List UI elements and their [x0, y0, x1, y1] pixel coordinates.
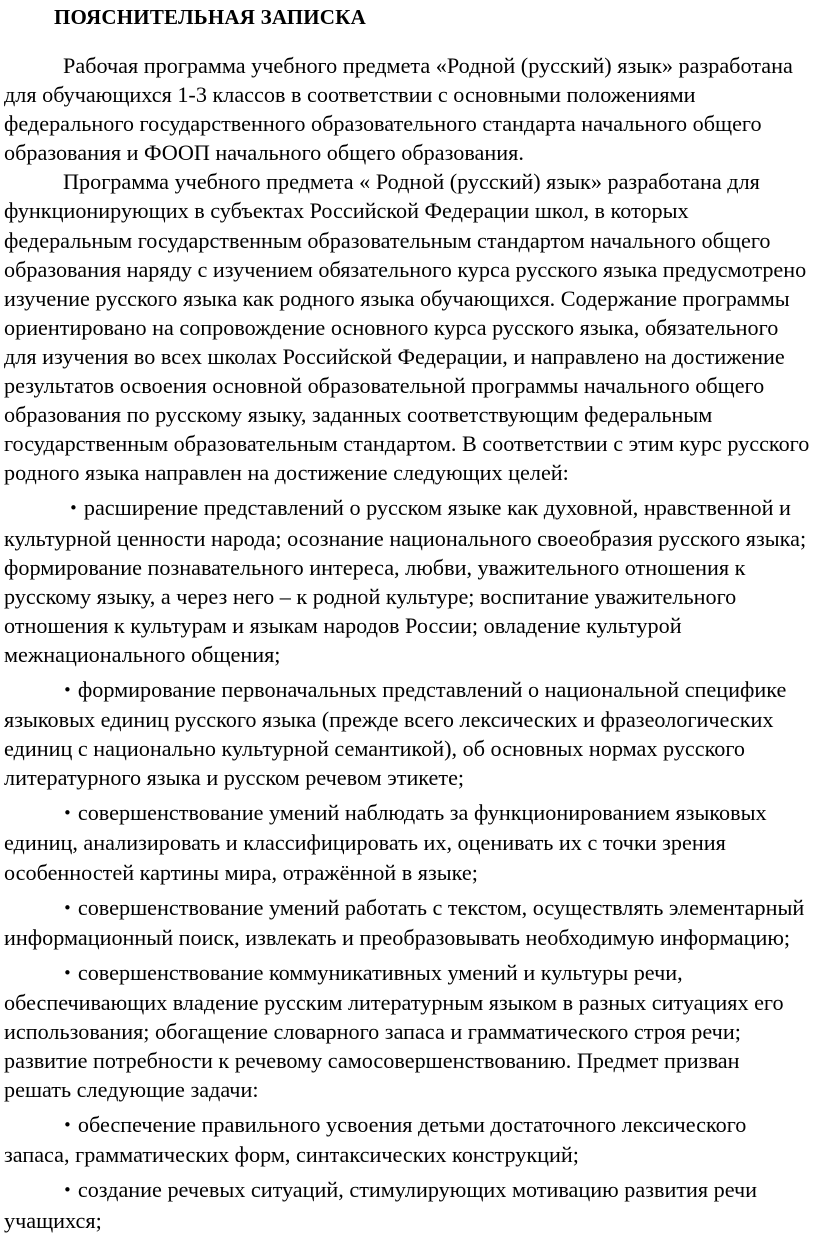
- bullet-icon: •: [63, 680, 72, 699]
- intro-paragraph: Рабочая программа учебного предмета «Родной (русский) язык» разработана для обучающихся 1-3 классов в соответствии с основными положениями федерального государственного образовательного стандарта начального общего образования и ФООП начального общего образования.: [4, 53, 793, 166]
- list-item-text: создание речевых ситуаций, стимулирующих мотивацию развития речи учащихся;: [4, 1177, 758, 1233]
- list-item: [4, 1175, 812, 1234]
- list-item-text: совершенствование коммуникативных умений и культуры речи, обеспечивающих владение русским литературным языком в разных ситуациях его использования; обогащение словарного запаса и грамматического строя речи; развитие потребности к речевому самосовершенствованию. Предмет призван решать следующие задачи:: [4, 959, 784, 1103]
- list-item: [4, 493, 812, 669]
- list-item: [4, 675, 812, 792]
- list-item-text: совершенствование умений работать с текстом, осуществлять элементарный информационный поиск, извлекать и преобразовывать необходимую информацию;: [4, 894, 805, 950]
- bullet-icon: •: [63, 1181, 72, 1200]
- list-item-text: формирование первоначальных представлений о национальной специфике языковых единиц русского языка (прежде всего лексических и фразеологических единиц с национально культурной семантикой), об основных нормах русского литературного языка и русском речевом этикете;: [4, 676, 787, 791]
- program-paragraph: Программа учебного предмета « Родной (русский) язык» разработана для функционирующих в субъектах Российской Федерации школ, в которых федеральным государственным образовательным стандартом начального общего образования наряду с изучением обязательного курса русского языка предусмотрено изучение русского языка как родного языка обучающихся. Содержание программы ориентировано на сопровождение основного курса русского языка, обязательного для изучения во всех школах Российской Федерации, и направлено на достижение результатов освоения основной образовательной программы начального общего образования по русскому языку, заданных соответствующим федеральным государственным образовательным стандартом. В соответствии с этим курс русского родного языка направлен на достижение следующих целей:: [4, 169, 810, 486]
- bullet-icon: •: [63, 898, 72, 917]
- list-item-text: совершенствование умений наблюдать за функционированием языковых единиц, анализировать и классифицировать их, оценивать их с точки зрения особенностей картины мира, отражённой в языке;: [4, 800, 767, 885]
- list-item-text: расширение представлений о русском языке как духовной, нравственной и культурной ценности народа; осознание национального своеобразия русского языка; формирование познавательного интереса, любви, уважительного отношения к русскому языку, а через него – к родной культуре; воспитание уважительного отношения к культурам и языкам народов России; овладение культурой межнационального общения;: [4, 495, 807, 667]
- bullet-icon: •: [63, 963, 72, 982]
- list-item: [4, 958, 812, 1104]
- bullet-icon: •: [63, 804, 72, 823]
- document-title: ПОЯСНИТЕЛЬНАЯ ЗАПИСКА: [54, 5, 366, 29]
- bullet-icon: •: [63, 1116, 72, 1135]
- list-item-text: обеспечение правильного усвоения детьми достаточного лексического запаса, грамматических форм, синтаксических конструкций;: [4, 1112, 747, 1168]
- list-item: [4, 893, 812, 952]
- list-item: [4, 1110, 812, 1169]
- bullet-icon: •: [69, 499, 78, 518]
- list-item: [4, 798, 812, 886]
